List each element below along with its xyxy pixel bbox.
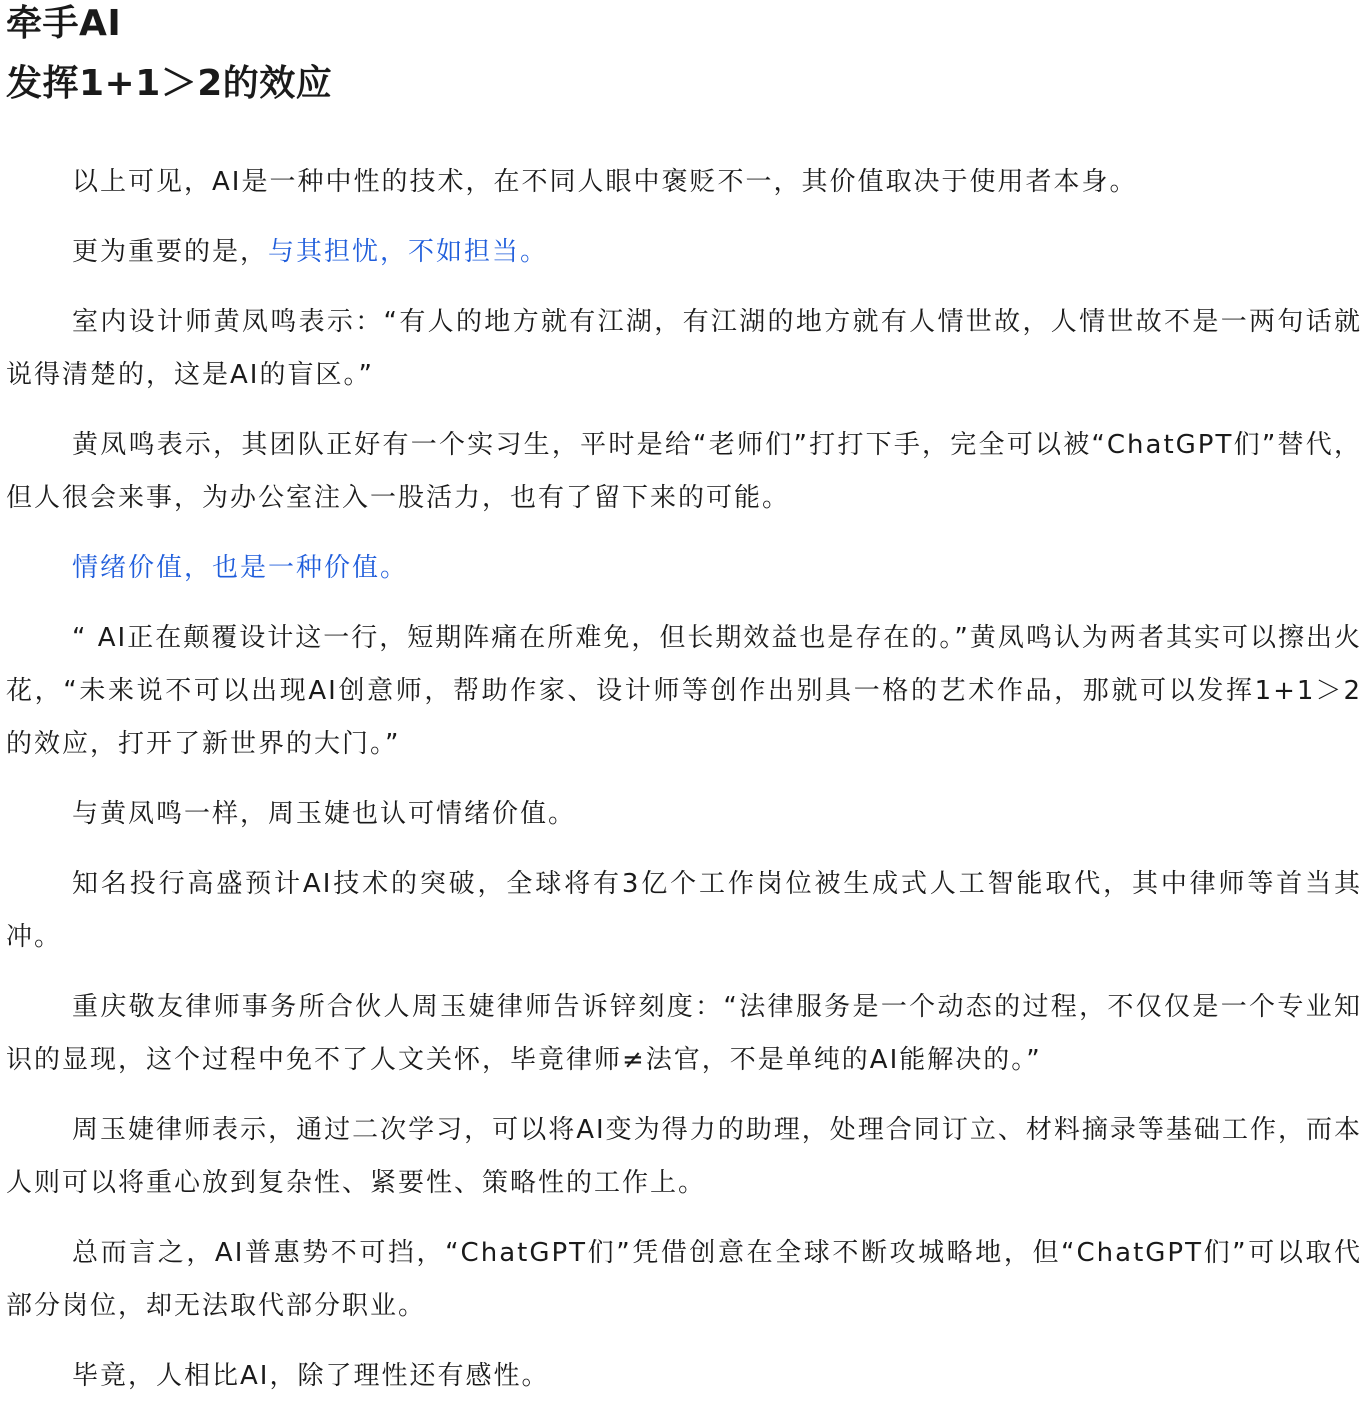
paragraph: 总而言之，AI普惠势不可挡，“ChatGPT们”凭借创意在全球不断攻城略地，但“ChatGPT们”可以取代部分岗位，却无法取代部分职业。 xyxy=(6,1238,1362,1321)
highlight-text: 与其担忧，不如担当。 xyxy=(268,237,549,267)
paragraph: “ AI正在颠覆设计这一行，短期阵痛在所难免，但长期效益也是存在的。”黄凤鸣认为两者其实可以擦出火花，“未来说不可以出现AI创意师，帮助作家、设计师等创作出别具一格的艺术作品，那就可以发挥1+1＞2的效应，打开了新世界的大门。” xyxy=(6,623,1362,759)
paragraph: 与黄凤鸣一样，周玉婕也认可情绪价值。 xyxy=(72,799,577,829)
paragraph: 知名投行高盛预计AI技术的突破，全球将有3亿个工作岗位被生成式人工智能取代，其中律师等首当其冲。 xyxy=(6,869,1362,952)
paragraph: 周玉婕律师表示，通过二次学习，可以将AI变为得力的助理，处理合同订立、材料摘录等基础工作，而本人则可以将重心放到复杂性、紧要性、策略性的工作上。 xyxy=(6,1115,1362,1198)
title-line-2: 发挥1+1＞2的效应 xyxy=(6,63,333,104)
article-body xyxy=(6,156,1362,1403)
highlight-text: 情绪价值，也是一种价值。 xyxy=(72,553,409,583)
title-line-1: 牵手AI xyxy=(6,3,122,44)
paragraph: 室内设计师黄凤鸣表示：“有人的地方就有江湖，有江湖的地方就有人情世故，人情世故不是一两句话就说得清楚的，这是AI的盲区。” xyxy=(6,307,1362,390)
paragraph: 以上可见，AI是一种中性的技术，在不同人眼中褒贬不一，其价值取决于使用者本身。 xyxy=(72,167,1138,197)
paragraph: 毕竟，人相比AI，除了理性还有感性。 xyxy=(72,1361,550,1391)
paragraph: 重庆敬友律师事务所合伙人周玉婕律师告诉锌刻度：“法律服务是一个动态的过程，不仅仅是一个专业知识的显现，这个过程中免不了人文关怀，毕竟律师≠法官，不是单纯的AI能解决的。” xyxy=(6,992,1362,1075)
paragraph xyxy=(6,542,1362,595)
paragraph: 黄凤鸣表示，其团队正好有一个实习生，平时是给“老师们”打打下手，完全可以被“ChatGPT们”替代，但人很会来事，为办公室注入一股活力，也有了留下来的可能。 xyxy=(6,430,1362,513)
paragraph: 更为重要的是，与其担忧，不如担当。 xyxy=(72,237,549,267)
